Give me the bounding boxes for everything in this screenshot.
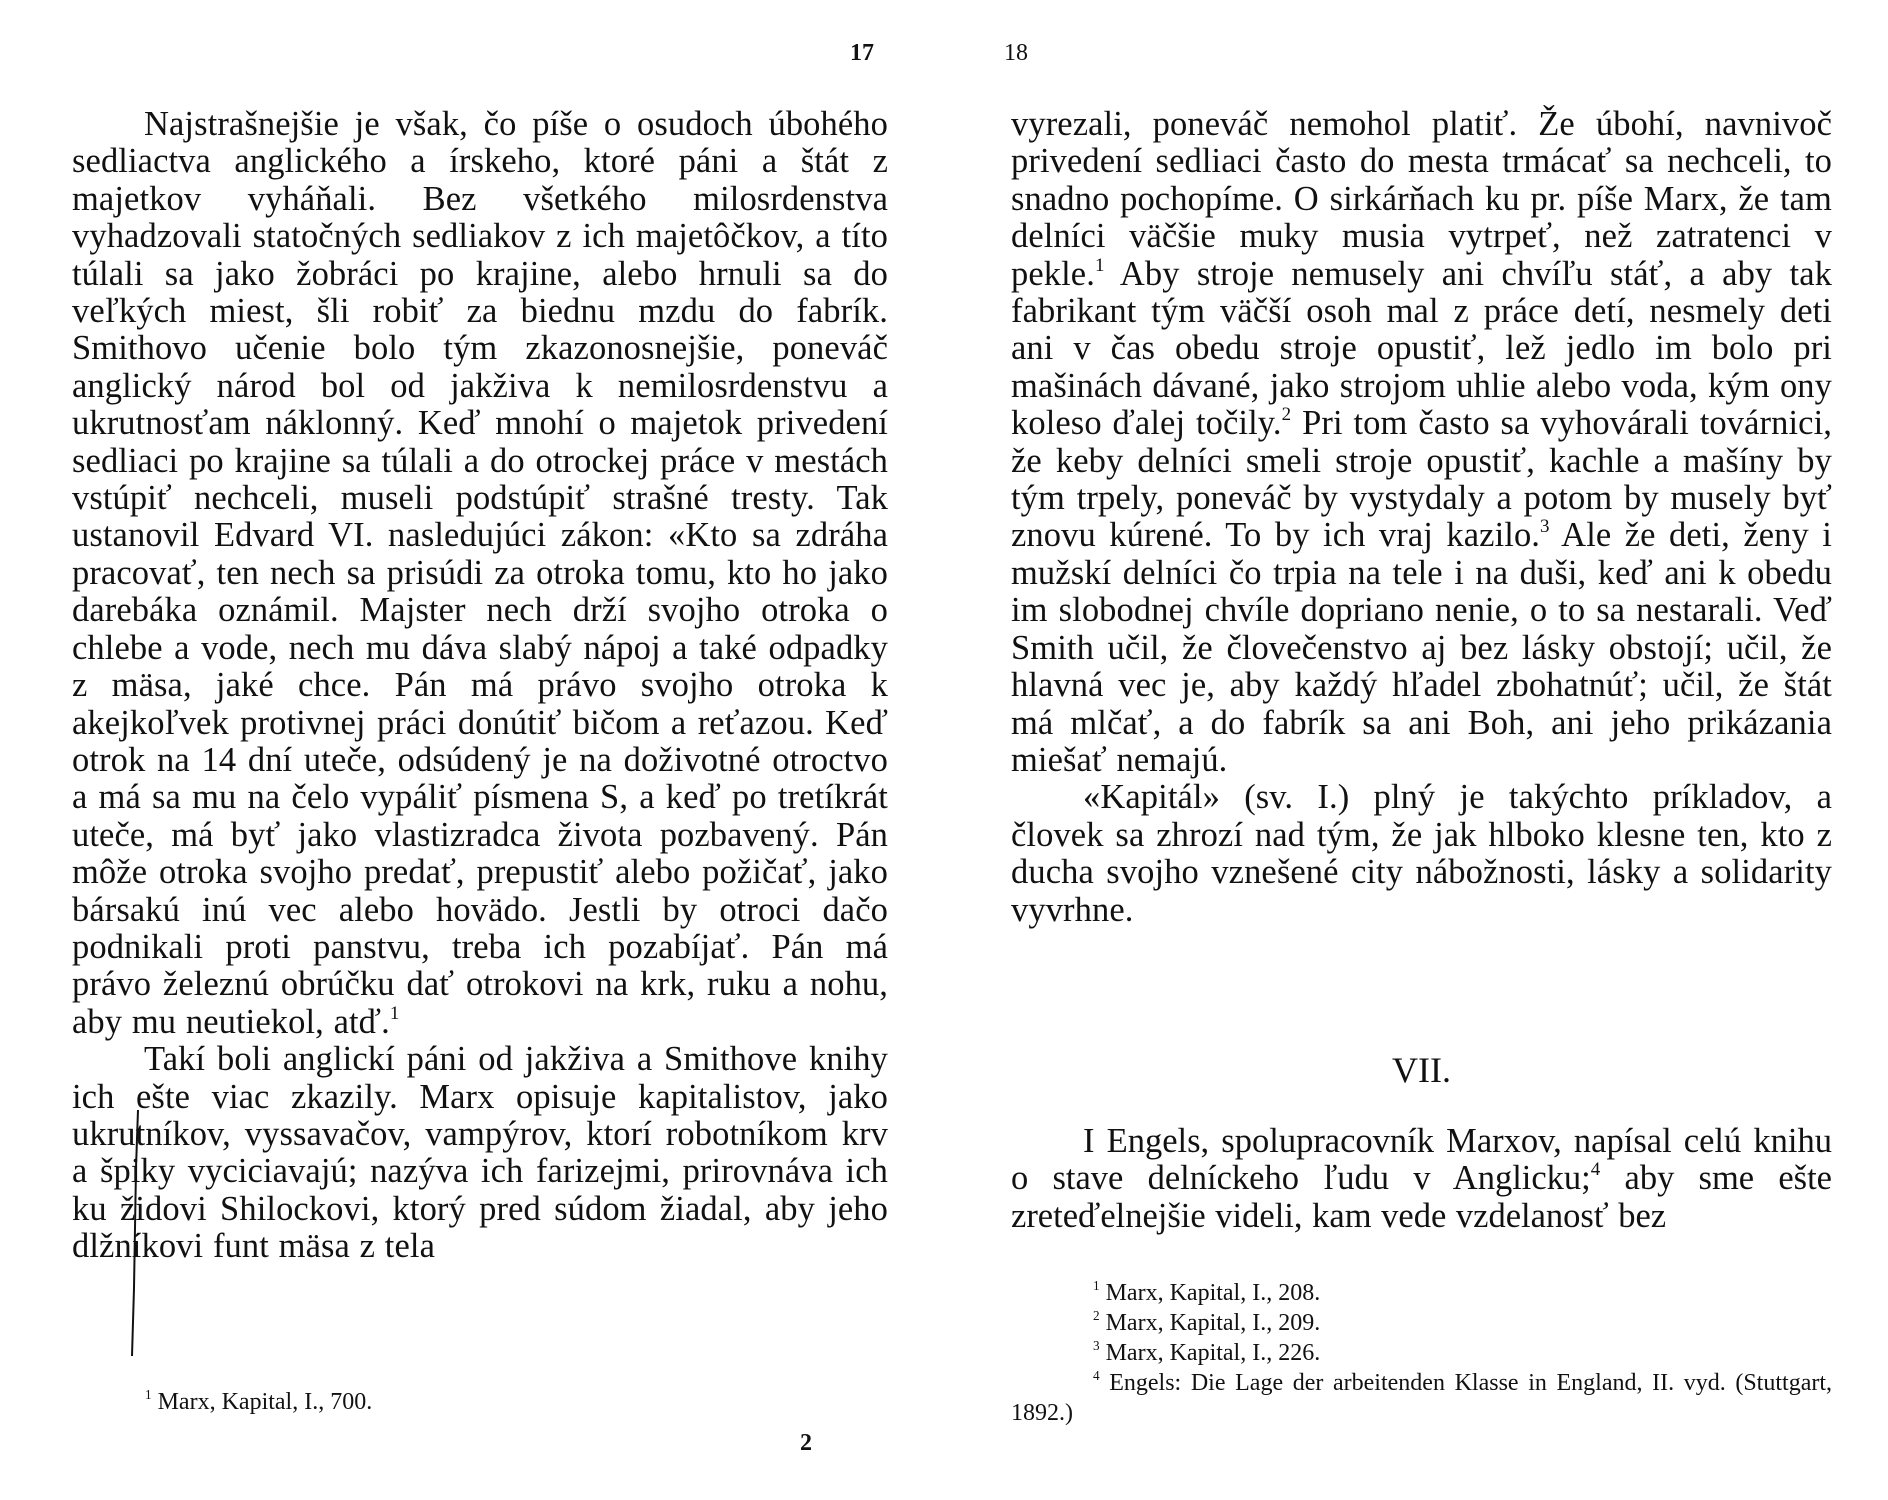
- footnote-text: Marx, Kapital, I., 209.: [1105, 1310, 1321, 1336]
- section-text: [1011, 1123, 1832, 1235]
- footnote: [1011, 1368, 1832, 1428]
- footnote-ref: 3: [1540, 516, 1550, 538]
- footnote: [1011, 1278, 1832, 1308]
- footnotes: [1011, 1278, 1832, 1428]
- paragraph: [72, 1041, 888, 1265]
- footnote-ref: 1: [389, 1002, 400, 1024]
- footnote-text: Engels: Die Lage der arbeitenden Klasse in England, II. vyd. (Stuttgart, 1892.): [1011, 1370, 1833, 1426]
- paragraph-text: Pri tom často sa vyhovárali továrnici, že keby delníci smeli stroje opustiť, kachle a mašíny by tým trpely, poneváč by vystydaly a potom by musely byť znovu kúrené. To by ich vraj kazilo.: [1011, 404, 1832, 555]
- section-heading: VII.: [1392, 1050, 1451, 1090]
- footnote: [1011, 1338, 1832, 1368]
- paragraph: [1011, 779, 1832, 929]
- paragraph: [1011, 1123, 1832, 1235]
- footnote-number: 1: [145, 1387, 152, 1403]
- paragraph-text: Najstrašnejšie je však, čo píše o osudoch úbohého sedliactva anglického a írskeho, ktoré páni a štát z majetkov vyháňali. Bez všetkého milosrdenstva vyhadzovali statočných sedliakov z ich majetôčkov, a títo túlali sa jako žobráci po krajine, alebo hrnuli sa do veľkých miest, šli robiť za biednu mzdu do fabrík. Smithovo učenie bolo tým zkazonosnejšie, poneváč anglický národ bol od jakživa k nemilosrdenstvu a ukrutnosťam náklonný. Keď mnohí o majetok privedení sedliaci po krajine sa túlali a do otrockej práce v mestách vstúpiť nechceli, museli podstúpiť strašné tresty. Tak ustanovil Edvard VI. nasledujúci zákon: «Kto sa zdráha pracovať, ten nech sa prisúdi za otroka tomu, kto ho jako darebáka oznámil. Majster nech drží svojho otroka o chlebe a vode, nech mu dáva slabý nápoj a také odpadky z mäsa, jaké chce. Pán má právo svojho otroka k akejkoľvek protivnej práci donútiť bičom a reťazou. Keď otrok na 14 dní uteče, odsúdený je na doživotné otroctvo a má sa mu na čelo vypáliť písmena S, a keď po tretíkrát uteče, má byť jako vlastizradca života pozbavený. Pán môže otroka svojho predať, prepustiť alebo požičať, jako bársakú inú vec alebo hovädo. Jestli by otroci dačo podnikali proti panstvu, treba ich pozabíjať. Pán má právo železnú obrúčku dať otrokovi na krk, ruku a nohu, aby mu neutiekol, atď.: [72, 105, 888, 1041]
- footnotes: [145, 1387, 905, 1417]
- footnote: [145, 1387, 905, 1417]
- page-number: 17: [850, 40, 874, 66]
- footnote-text: Marx, Kapital, I., 226.: [1105, 1340, 1321, 1366]
- paragraph-text: vyrezali, poneváč nemohol platiť. Že úbohí, navnivoč privedení sedliaci často do mesta trmácať sa nechceli, to snadno pochopíme. O sirkárňach ku pr. píše Marx, že tam delníci väčšie muky musia vytrpeť, než zatratenci v pekle.: [1011, 105, 1832, 293]
- paragraph-text: I Engels, spolupracovník Marxov, napísal celú knihu o stave delníckeho ľudu v Anglicku;: [1011, 1122, 1832, 1198]
- paragraph-text: Takí boli anglickí páni od jakživa a Smithove knihy ich ešte viac zkazily. Marx opisuje kapitalistov, jako ukrutníkov, vyssavačov, vampýrov, ktorí robotníkom krv a špiky vyciciavajú; nazýva ich farizejmi, prirovnáva ich ku židovi Shilockovi, ktorý pred súdom žiadal, aby jeho dlžníkovi funt mäsa z tela: [72, 1040, 888, 1266]
- footnote-text: Marx, Kapital, I., 700.: [157, 1389, 373, 1415]
- footnote-text: Marx, Kapital, I., 208.: [1105, 1280, 1321, 1306]
- body-text: [72, 106, 888, 1266]
- body-text: [1011, 106, 1832, 929]
- right-page: [944, 0, 1888, 1500]
- footnote: [1011, 1308, 1832, 1338]
- paragraph-text: Ale že deti, ženy i mužskí delníci čo trpia na tele i na duši, keď ani k obedu im slobodnej chvíle dopriano nenie, o to sa nestarali. Veď Smith učil, že človečenstvo aj bez lásky obstojí; učil, že hlavná vec je, aby každý hľadel zbohatnúť; učil, že štát má mlčať, a do fabrík sa ani Boh, ani jeho prikázania miešať nemajú.: [1011, 516, 1832, 779]
- footnote-number: 1: [1093, 1278, 1100, 1294]
- footnote-number: 3: [1093, 1338, 1100, 1354]
- pen-margin-mark: [126, 1108, 144, 1358]
- paragraph-text: Aby stroje nemusely ani chvíľu stáť, a aby tak fabrikant tým väčší osoh mal z práce detí, nesmely deti ani v čas obedu stroje opustiť, lež jedlo im bolo pri mašinách dávané, jako strojom uhlie alebo voda, kým ony koleso ďalej točily.: [1011, 254, 1832, 443]
- paragraph: [1011, 106, 1832, 779]
- paragraph: [72, 106, 888, 1041]
- printer-signature-mark: 2: [800, 1430, 812, 1456]
- footnote-ref: 4: [1590, 1159, 1601, 1181]
- footnote-ref: 2: [1281, 404, 1292, 426]
- paragraph-text: «Kapitál» (sv. I.) plný je takýchto príkladov, a človek sa zhrozí nad tým, že jak hlboko klesne ten, kto z ducha svojho vznešené city nábožnosti, lásky a solidarity vyvrhne.: [1011, 778, 1832, 929]
- footnote-ref: 1: [1094, 254, 1105, 276]
- footnote-number: 4: [1093, 1368, 1100, 1384]
- paragraph-text: aby sme ešte zreteďelnejšie videli, kam vede vzdelanosť bez: [1011, 1159, 1832, 1235]
- page-number: 18: [1004, 40, 1028, 66]
- footnote-number: 2: [1093, 1308, 1100, 1324]
